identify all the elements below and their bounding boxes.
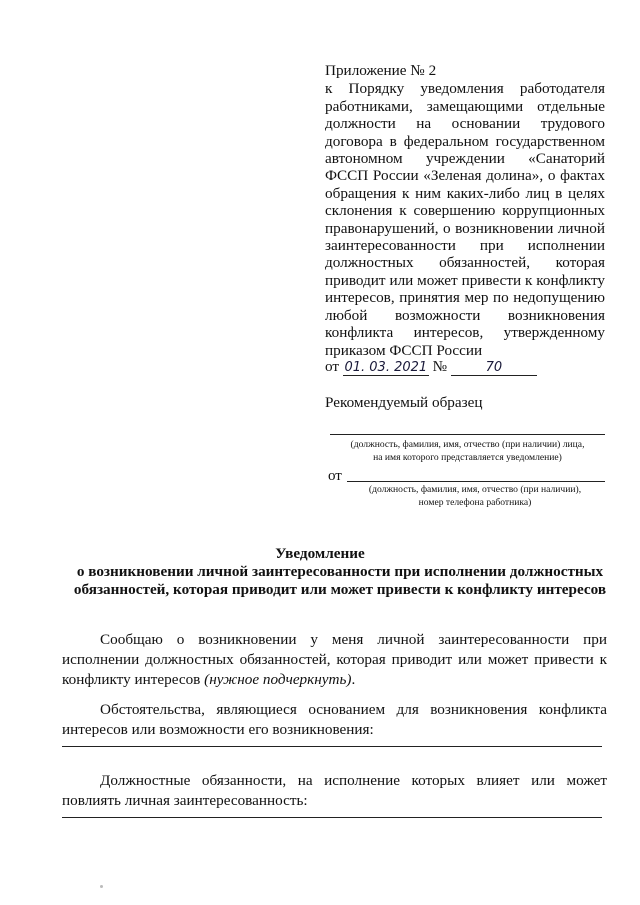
sender-from-label: от bbox=[328, 468, 342, 484]
appendix-body: к Порядку уведомления работодателя работниками, замещающими отдельные должности на основании трудового договора в федеральном государственном автономном учреждении «Санаторий ФССП России «Зеленая долина», о фактах обращения к ним каких-либо лиц в целях склонения к совершению коррупционных правонарушений, о возникновении личной заинтересованности при исполнении должностных обязанностей, которая приводит или может привести к конфликту интересов, принятия мер по недопущению любой возможности возникновения конфликта интересов, утвержденному приказом ФССП России bbox=[325, 80, 605, 359]
order-from-label: от bbox=[325, 358, 340, 375]
addressee-blank-line bbox=[330, 434, 605, 435]
duties-blank-line bbox=[62, 817, 602, 818]
paragraph-circumstances: Обстоятельства, являющиеся основанием для возникновения конфликта интересов или возможности его возникновения: bbox=[62, 701, 607, 738]
addressee-caption bbox=[325, 439, 610, 464]
addressee-caption-line2: на имя которого представляется уведомление) bbox=[373, 451, 562, 463]
order-number-label: № bbox=[432, 358, 448, 375]
addressee-caption-line1: (должность, фамилия, имя, отчество (при наличии) лица, bbox=[350, 439, 585, 450]
circumstances-blank-line bbox=[62, 746, 602, 747]
document-subtitle: о возникновении личной заинтересованности при исполнении должностных обязанностей, которая приводит или может привести к конфликту интересов bbox=[73, 563, 607, 598]
sender-caption-line2: номер телефона работника) bbox=[418, 496, 532, 508]
appendix-header bbox=[325, 62, 605, 359]
appendix-title: Приложение № 2 bbox=[325, 62, 437, 79]
paragraph-statement-text: Сообщаю о возникновении у меня личной заинтересованности при исполнении должностных обязанностей, которая приводит или может привести к конфликту интересов bbox=[62, 631, 607, 688]
order-reference bbox=[325, 358, 605, 376]
underline-hint: (нужное подчеркнуть) bbox=[204, 671, 352, 688]
sender-blank-line bbox=[347, 481, 605, 482]
recommended-sample-label: Рекомендуемый образец bbox=[325, 394, 483, 411]
scan-speck bbox=[100, 885, 103, 888]
sender-caption-line1: (должность, фамилия, имя, отчество (при наличии), bbox=[368, 484, 582, 495]
order-date: 01. 03. 2021 bbox=[344, 360, 428, 375]
order-number: 70 bbox=[451, 360, 537, 376]
paragraph-statement bbox=[62, 630, 607, 690]
paragraph-duties: Должностные обязанности, на исполнение которых влияет или может повлиять личная заинтересованность: bbox=[62, 772, 607, 809]
sender-caption bbox=[335, 484, 615, 509]
document-title: Уведомление bbox=[275, 545, 365, 562]
paragraph-statement-end: . bbox=[351, 671, 356, 688]
